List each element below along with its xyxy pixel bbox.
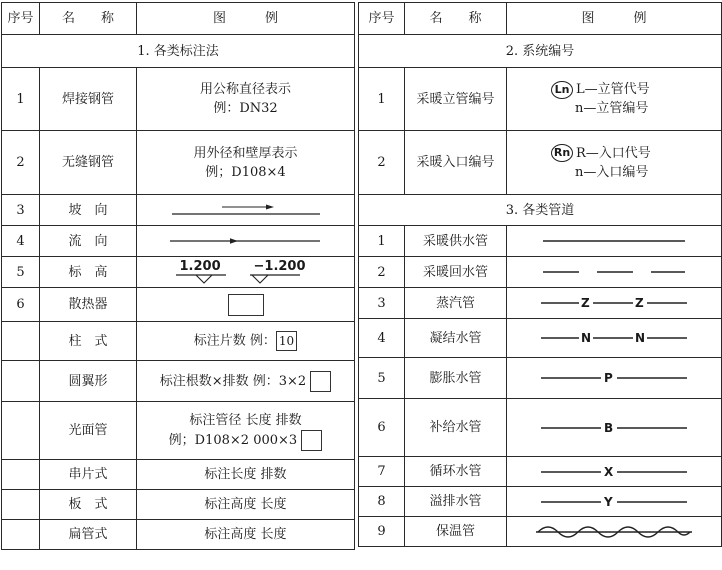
row-legend: 用公称直径表示 例：DN32 [137,68,355,131]
row-no: 6 [359,399,405,457]
pipe-letter: N [635,331,646,345]
table-row [359,226,722,257]
section-row [2,35,355,68]
table-row [359,257,722,288]
elevation-label-1: 1.200 [179,259,221,274]
row-legend: 标注管径 长度 排数 例；D108×2 000×3 [137,402,355,460]
table-row [359,399,722,457]
row-name: 凝结水管 [405,319,507,358]
row-name: 焊接钢管 [40,68,137,131]
row-no: 1 [2,68,40,131]
col-header-no: 序号 [2,3,40,35]
row-no: 1 [359,226,405,257]
row-legend: 标注高度 长度 [137,490,355,520]
radiator-box-icon [310,371,331,392]
table-row [2,361,355,402]
table-row [359,487,722,517]
right-legend-table [358,2,722,547]
row-name: 膨胀水管 [405,358,507,399]
row-name: 采暖供水管 [405,226,507,257]
table-row [359,68,722,131]
row-no [2,402,40,460]
row-name: 扁管式 [40,520,137,550]
table-row [2,288,355,322]
table-row [2,257,355,288]
row-no: 6 [2,288,40,322]
row-name: 圆翼形 [40,361,137,402]
row-name: 散热器 [40,288,137,322]
col-header-name: 名 称 [40,3,137,35]
expansion-pipe-line [507,358,722,399]
elevation-marks [166,258,326,286]
section-row [359,35,722,68]
makeup-pipe-line [507,399,722,457]
flow-arrow-symbol [137,226,355,257]
col-header-legend: 图 例 [507,3,722,35]
row-legend: 标注长度 排数 [137,460,355,490]
table-row [359,319,722,358]
table-row [2,322,355,361]
steam-pipe-line [507,288,722,319]
row-no: 9 [359,517,405,547]
row-name: 坡 向 [40,195,137,226]
section-title-annotation: 1. 各类标注法 [2,35,355,68]
pipe-letter: B [604,420,614,435]
section-row [359,195,722,226]
row-no: 1 [359,68,405,131]
elevation-symbols [137,257,355,288]
row-legend: 标注高度 长度 [137,520,355,550]
riser-circle-icon: Ln [551,81,573,99]
row-no: 5 [2,257,40,288]
row-no: 7 [359,457,405,487]
table-row [359,131,722,195]
row-no: 2 [359,131,405,195]
table-row [2,460,355,490]
row-no: 3 [359,288,405,319]
table-row [2,226,355,257]
pipe-letter: Y [604,494,613,509]
table-row [359,358,722,399]
row-name: 采暖回水管 [405,257,507,288]
riser-number-symbol: Ln L—立管代号 n—立管编号 [507,68,722,131]
circulation-pipe-line [507,457,722,487]
row-legend: 标注根数×排数 例：3×2 [137,361,355,402]
table-row [359,288,722,319]
return-pipe-line [507,257,722,288]
row-name: 光面管 [40,402,137,460]
left-legend-table [1,2,355,550]
row-name: 标 高 [40,257,137,288]
header-row [359,3,722,35]
overflow-pipe-line [507,487,722,517]
table-row [2,520,355,550]
entrance-circle-icon: Rn [551,144,573,162]
condensate-pipe-line [507,319,722,358]
radiator-symbol [137,288,355,322]
table-row [359,517,722,547]
row-name: 保温管 [405,517,507,547]
row-name: 循环水管 [405,457,507,487]
section-title-pipes: 3. 各类管道 [359,195,722,226]
table-row [2,68,355,131]
row-no: 3 [2,195,40,226]
col-header-name: 名 称 [405,3,507,35]
row-legend: 标注片数 例： 10 [137,322,355,361]
row-name: 无缝钢管 [40,131,137,195]
row-no: 4 [2,226,40,257]
col-header-no: 序号 [359,3,405,35]
table-row [2,402,355,460]
row-no [2,361,40,402]
insulated-pipe-line [507,517,722,547]
row-no: 4 [359,319,405,358]
pipe-letter: X [604,464,614,479]
col-header-legend: 图 例 [137,3,355,35]
row-name: 采暖立管编号 [405,68,507,131]
row-name: 采暖入口编号 [405,131,507,195]
row-name: 补给水管 [405,399,507,457]
pipe-letter: N [581,331,592,345]
supply-pipe-line [507,226,722,257]
row-name: 蒸汽管 [405,288,507,319]
section-title-system: 2. 系统编号 [359,35,722,68]
row-name: 板 式 [40,490,137,520]
row-no: 5 [359,358,405,399]
radiator-count-box: 10 [276,331,297,351]
pipe-letter: Z [635,296,644,310]
entrance-number-symbol: Rn R—入口代号 n—入口编号 [507,131,722,195]
row-name: 溢排水管 [405,487,507,517]
table-row [2,131,355,195]
slope-arrow-symbol [137,195,355,226]
elevation-label-2: −1.200 [253,259,306,274]
pipe-letter: P [604,371,613,385]
table-row [2,195,355,226]
row-name: 柱 式 [40,322,137,361]
radiator-box-icon [301,430,322,451]
table-row [2,490,355,520]
row-legend: 用外径和壁厚表示 例；D108×4 [137,131,355,195]
row-no [2,322,40,361]
row-no [2,460,40,490]
row-no: 8 [359,487,405,517]
radiator-box-icon [228,294,264,316]
header-row [2,3,355,35]
row-no: 2 [359,257,405,288]
table-row [359,457,722,487]
row-name: 串片式 [40,460,137,490]
row-name: 流 向 [40,226,137,257]
row-no [2,490,40,520]
row-no [2,520,40,550]
pipe-letter: Z [581,296,590,310]
row-no: 2 [2,131,40,195]
